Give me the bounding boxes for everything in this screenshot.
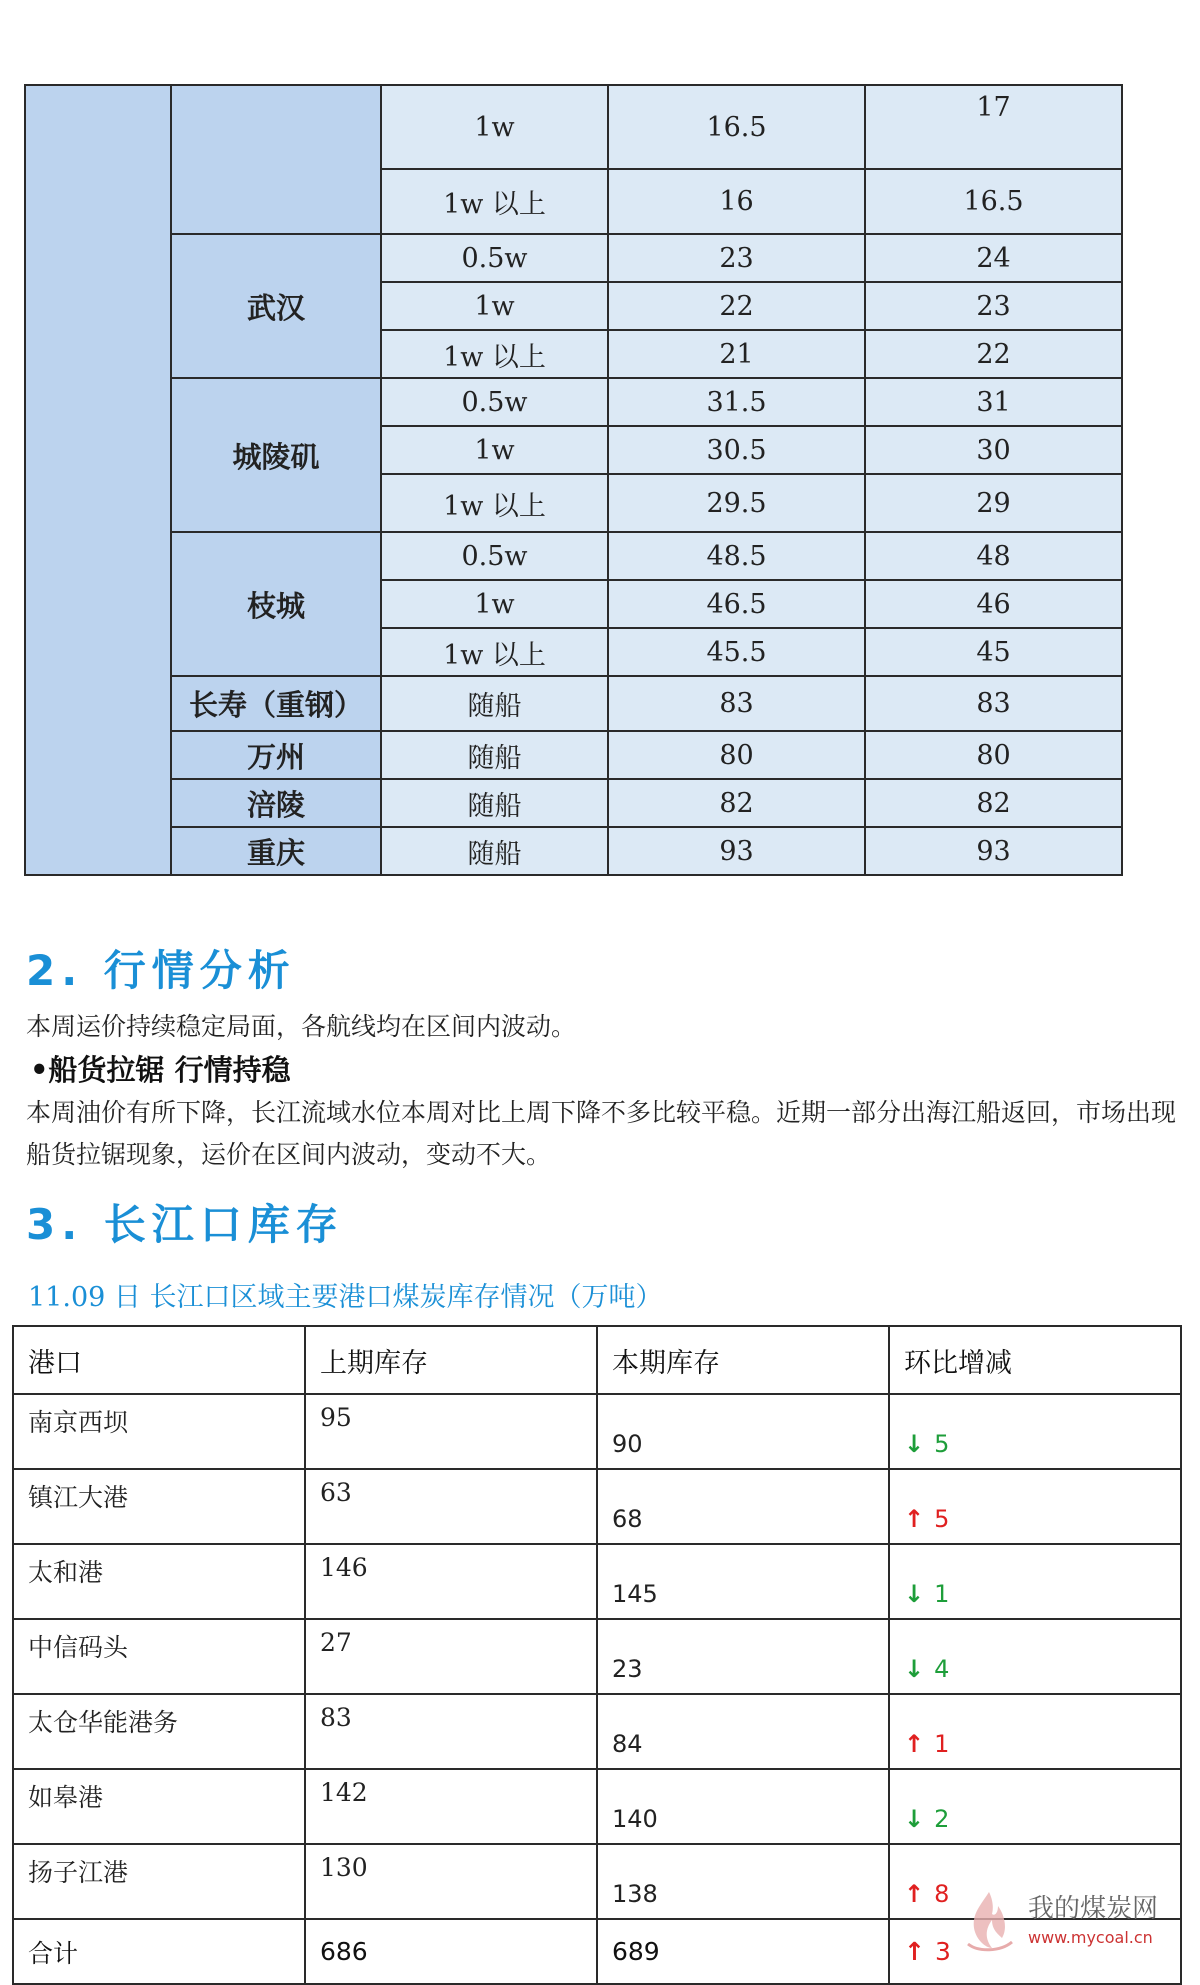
prev-rate-cell: 29.5	[608, 474, 865, 532]
cur-stock-cell: 138	[597, 1844, 889, 1919]
cur-rate-cell: 82	[865, 779, 1122, 827]
cur-rate-cell: 80	[865, 731, 1122, 779]
prev-rate-cell: 83	[608, 676, 865, 731]
header-prev-stock: 上期库存	[305, 1326, 597, 1394]
table-row	[13, 1469, 1181, 1544]
tonnage-cell: 1w	[381, 580, 608, 628]
cur-rate-cell: 48	[865, 532, 1122, 580]
port-name-cell: 南京西坝	[13, 1394, 305, 1469]
change-value: 8	[934, 1880, 950, 1908]
cur-stock-cell: 689	[597, 1919, 889, 1984]
freight-rate-table	[24, 84, 1123, 876]
cur-rate-cell: 23	[865, 282, 1122, 330]
cur-rate-cell: 16.5	[865, 169, 1122, 234]
watermark-site-url: www.mycoal.cn	[1028, 1928, 1153, 1947]
prev-rate-cell: 16.5	[608, 85, 865, 169]
table-row	[25, 827, 1122, 875]
prev-rate-cell: 48.5	[608, 532, 865, 580]
cur-stock-cell: 145	[597, 1544, 889, 1619]
trend-arrow-icon: ↓	[904, 1430, 925, 1458]
cur-rate-cell: 24	[865, 234, 1122, 282]
prev-rate-cell: 80	[608, 731, 865, 779]
port-wanzhou: 万州	[171, 731, 381, 779]
tonnage-cell: 1w 以上	[381, 474, 608, 532]
table-row	[13, 1769, 1181, 1844]
cur-rate-cell: 46	[865, 580, 1122, 628]
tonnage-cell: 0.5w	[381, 378, 608, 426]
prev-stock-cell: 142	[305, 1769, 597, 1844]
prev-rate-cell: 82	[608, 779, 865, 827]
trend-arrow-icon: ↓	[904, 1580, 925, 1608]
port-cell-blank	[171, 85, 381, 234]
prev-rate-cell: 22	[608, 282, 865, 330]
prev-rate-cell: 31.5	[608, 378, 865, 426]
table-row	[25, 234, 1122, 282]
cur-stock-cell: 90	[597, 1394, 889, 1469]
section-heading-market-analysis: 2. 行情分析	[26, 946, 296, 995]
trend-arrow-icon: ↓	[904, 1805, 925, 1833]
trend-arrow-icon: ↑	[904, 1505, 925, 1533]
change-cell	[889, 1769, 1181, 1844]
prev-rate-cell: 46.5	[608, 580, 865, 628]
cur-rate-cell: 45	[865, 628, 1122, 676]
prev-rate-cell: 23	[608, 234, 865, 282]
tonnage-cell: 1w 以上	[381, 330, 608, 378]
tonnage-cell: 0.5w	[381, 532, 608, 580]
change-cell	[889, 1694, 1181, 1769]
trend-arrow-icon: ↓	[904, 1655, 925, 1683]
market-body-paragraph: 本周油价有所下降，长江流域水位本周对比上周下降不多比较平稳。近期一部分出海江船返回，市场出现船货拉锯现象，运价在区间内波动，变动不大。	[26, 1098, 1177, 1169]
prev-rate-cell: 21	[608, 330, 865, 378]
port-name-cell: 合计	[13, 1919, 305, 1984]
cur-stock-cell: 68	[597, 1469, 889, 1544]
prev-stock-cell: 27	[305, 1619, 597, 1694]
port-name-cell: 扬子江港	[13, 1844, 305, 1919]
cur-rate-cell: 29	[865, 474, 1122, 532]
market-bullet-heading: •船货拉锯 行情持稳	[30, 1053, 291, 1087]
port-name-cell: 镇江大港	[13, 1469, 305, 1544]
tonnage-cell: 随船	[381, 731, 608, 779]
cur-rate-cell: 22	[865, 330, 1122, 378]
section-heading-yangtze-stock: 3. 长江口库存	[26, 1200, 344, 1249]
tonnage-cell: 随船	[381, 676, 608, 731]
port-name-cell: 太仓华能港务	[13, 1694, 305, 1769]
change-value: 5	[934, 1430, 950, 1458]
change-cell	[889, 1469, 1181, 1544]
table-row	[25, 676, 1122, 731]
prev-stock-cell: 63	[305, 1469, 597, 1544]
table-row	[25, 779, 1122, 827]
site-watermark	[958, 1888, 1188, 1958]
change-value: 1	[934, 1580, 950, 1608]
tonnage-cell: 1w 以上	[381, 169, 608, 234]
port-name-cell: 如皋港	[13, 1769, 305, 1844]
cur-stock-cell: 140	[597, 1769, 889, 1844]
tonnage-cell: 随船	[381, 827, 608, 875]
header-change: 环比增减	[889, 1326, 1181, 1394]
tonnage-cell: 0.5w	[381, 234, 608, 282]
change-value: 1	[934, 1730, 950, 1758]
prev-stock-cell: 686	[305, 1919, 597, 1984]
table-header-row	[13, 1326, 1181, 1394]
header-port: 港口	[13, 1326, 305, 1394]
region-cell	[25, 85, 171, 875]
table-row	[25, 731, 1122, 779]
table-row	[13, 1544, 1181, 1619]
port-wuhan: 武汉	[171, 234, 381, 378]
change-value: 3	[934, 1937, 951, 1966]
change-value: 4	[934, 1655, 950, 1683]
prev-stock-cell: 95	[305, 1394, 597, 1469]
cur-rate-cell: 83	[865, 676, 1122, 731]
tonnage-cell: 1w	[381, 85, 608, 169]
prev-rate-cell: 45.5	[608, 628, 865, 676]
tonnage-cell: 1w	[381, 282, 608, 330]
cur-rate-cell: 93	[865, 827, 1122, 875]
table-row	[13, 1619, 1181, 1694]
cur-rate-cell: 30	[865, 426, 1122, 474]
prev-rate-cell: 93	[608, 827, 865, 875]
cur-stock-cell: 84	[597, 1694, 889, 1769]
change-value: 2	[934, 1805, 950, 1833]
port-chongqing: 重庆	[171, 827, 381, 875]
cur-rate-cell: 17	[865, 85, 1122, 169]
table-row	[25, 378, 1122, 426]
flame-logo-icon	[958, 1888, 1020, 1954]
port-stock-table	[12, 1325, 1182, 1985]
prev-stock-cell: 130	[305, 1844, 597, 1919]
table-row	[25, 532, 1122, 580]
tonnage-cell: 1w 以上	[381, 628, 608, 676]
port-name-cell: 中信码头	[13, 1619, 305, 1694]
watermark-site-name: 我的煤炭网	[1028, 1894, 1159, 1924]
port-changshou: 长寿（重钢）	[171, 676, 381, 731]
port-zhicheng: 枝城	[171, 532, 381, 676]
prev-stock-cell: 146	[305, 1544, 597, 1619]
change-cell	[889, 1544, 1181, 1619]
trend-arrow-icon: ↑	[904, 1937, 925, 1966]
table-row	[25, 85, 1122, 169]
header-cur-stock: 本期库存	[597, 1326, 889, 1394]
change-cell	[889, 1394, 1181, 1469]
tonnage-cell: 随船	[381, 779, 608, 827]
table-row	[13, 1394, 1181, 1469]
port-name-cell: 太和港	[13, 1544, 305, 1619]
change-value: 5	[934, 1505, 950, 1533]
tonnage-cell: 1w	[381, 426, 608, 474]
cur-rate-cell: 31	[865, 378, 1122, 426]
table-row	[13, 1694, 1181, 1769]
prev-rate-cell: 30.5	[608, 426, 865, 474]
market-intro-paragraph: 本周运价持续稳定局面，各航线均在区间内波动。	[26, 1012, 577, 1041]
prev-rate-cell: 16	[608, 169, 865, 234]
trend-arrow-icon: ↑	[904, 1880, 925, 1908]
cur-stock-cell: 23	[597, 1619, 889, 1694]
trend-arrow-icon: ↑	[904, 1730, 925, 1758]
change-cell	[889, 1619, 1181, 1694]
port-fuling: 涪陵	[171, 779, 381, 827]
port-chenglingji: 城陵矶	[171, 378, 381, 532]
stock-table-caption: 11.09 日 长江口区域主要港口煤炭库存情况（万吨）	[28, 1282, 663, 1313]
prev-stock-cell: 83	[305, 1694, 597, 1769]
